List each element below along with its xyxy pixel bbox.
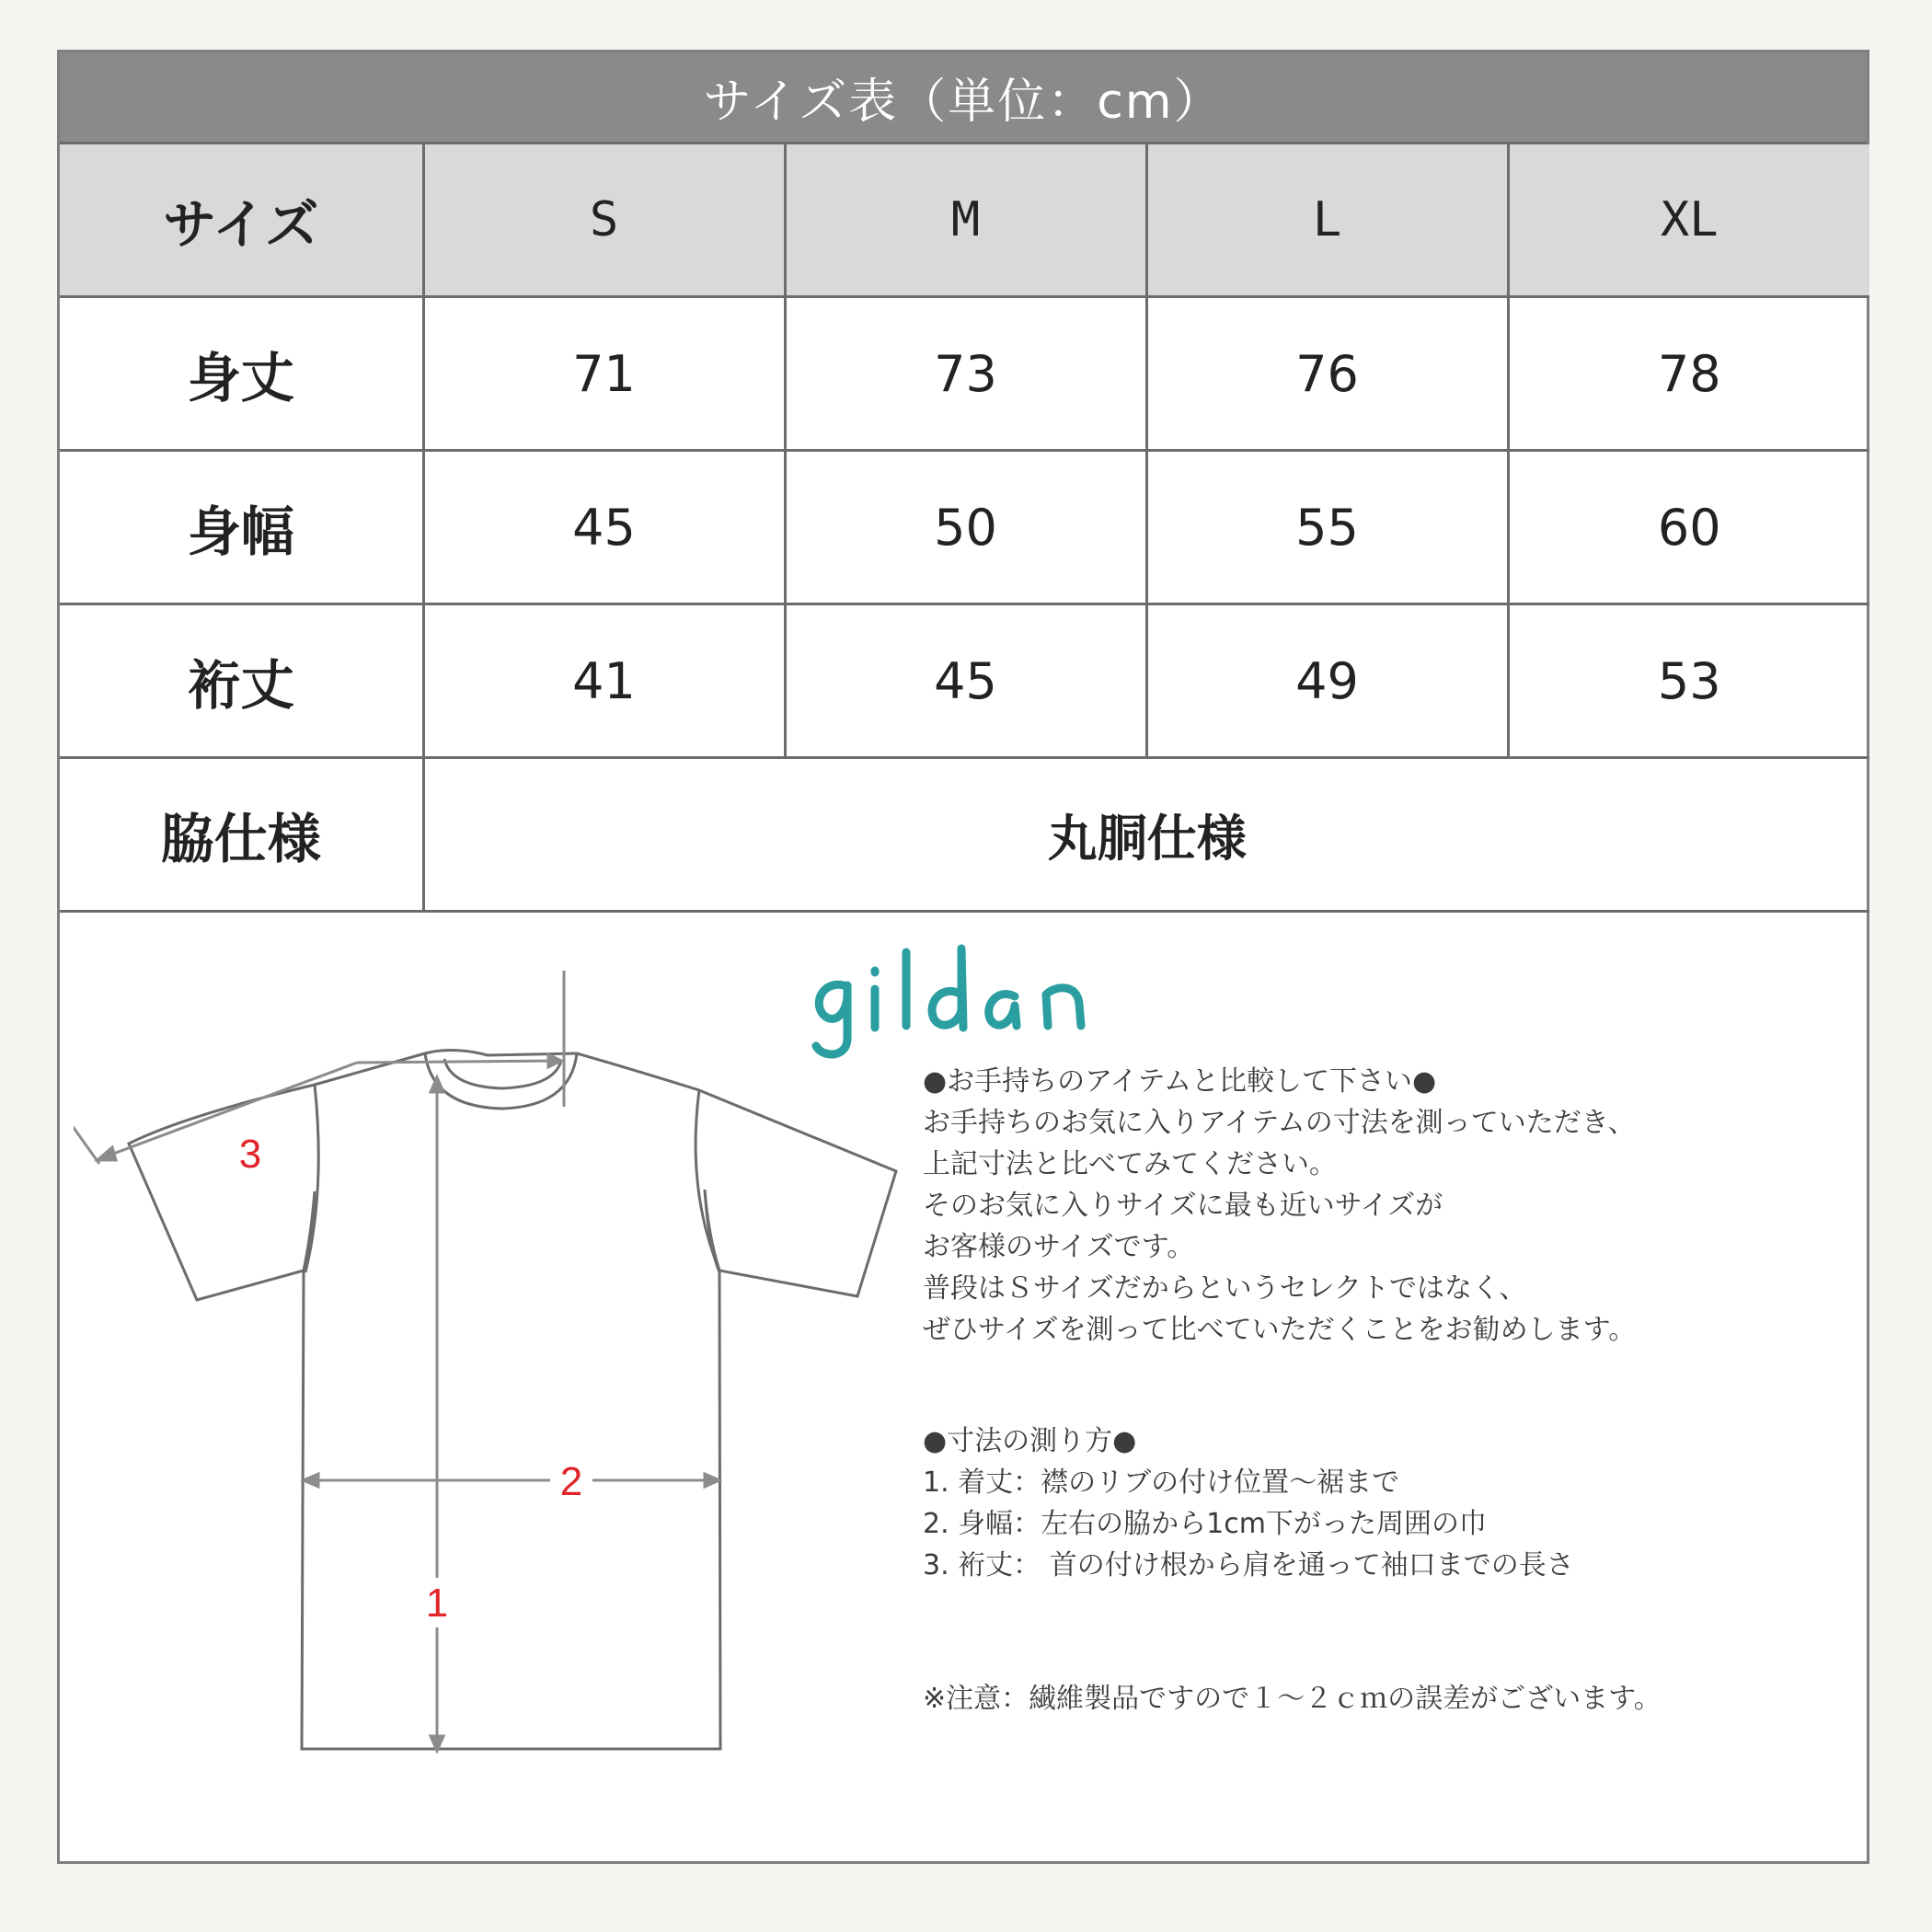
size-header-l: L [1146,144,1508,297]
table-cell: 60 [1508,451,1869,604]
size-header-s: S [423,144,785,297]
table-row [60,604,1869,758]
size-header-row [60,144,1869,297]
table-cell: 45 [785,604,1146,758]
row-label-sleeve: 裄丈 [60,604,423,758]
note-line: 上記寸法と比べてみてください。 [923,1148,1337,1180]
size-header-m: M [785,144,1146,297]
diagram-label-length: 1 [425,1581,449,1626]
table-cell: 73 [785,297,1146,451]
table-cell: 45 [423,451,785,604]
measure-line: 3. 裄丈： 首の付け根から肩を通って袖口までの長さ [923,1549,1574,1581]
table-cell: 50 [785,451,1146,604]
note-line: そのお気に入りサイズに最も近いサイズが [923,1190,1443,1222]
measurement-section [60,923,1867,1861]
tshirt-measurement-diagram [74,923,957,1824]
size-chart-title: サイズ表（単位：cm） [60,52,1867,144]
table-cell: 49 [1146,604,1508,758]
table-row [60,297,1869,451]
table-cell: 41 [423,604,785,758]
size-chart-sheet [57,50,1869,1864]
note-line: 普段はＳサイズだからというセレクトではなく、 [923,1272,1527,1305]
row-label-side-spec: 脇仕様 [60,758,423,912]
note-line: ぜひサイズを測って比べていただくことをお勧めします。 [923,1314,1637,1346]
note-line: お手持ちのお気に入りアイテムの寸法を測っていただき、 [923,1107,1636,1139]
table-cell: 78 [1508,297,1869,451]
row-label-width: 身幅 [60,451,423,604]
row-label-length: 身丈 [60,297,423,451]
note-line: お客様のサイズです。 [923,1231,1195,1263]
measure-line: 2. 身幅：左右の脇から1cm下がった周囲の巾 [923,1508,1487,1540]
compare-heading: ●お手持ちのアイテムと比較して下さい● [923,1065,1437,1098]
diagram-label-width: 2 [559,1459,583,1504]
caution-note: ※注意：繊維製品ですので１～２ｃｍの誤差がございます。 [923,1683,1662,1715]
size-table [60,144,1869,913]
table-row [60,451,1869,604]
side-spec-value: 丸胴仕様 [423,758,1869,912]
table-cell: 53 [1508,604,1869,758]
size-header-xl: XL [1508,144,1869,297]
table-cell: 71 [423,297,785,451]
table-cell: 55 [1146,451,1508,604]
diagram-label-sleeve: 3 [238,1132,262,1177]
measure-line: 1. 着丈：襟のリブの付け位置～裾まで [923,1466,1400,1499]
size-header-label: サイズ [60,144,423,297]
measure-heading: ●寸法の測り方● [923,1425,1137,1457]
measurement-notes [923,1061,1843,1719]
table-row [60,758,1869,912]
table-cell: 76 [1146,297,1508,451]
